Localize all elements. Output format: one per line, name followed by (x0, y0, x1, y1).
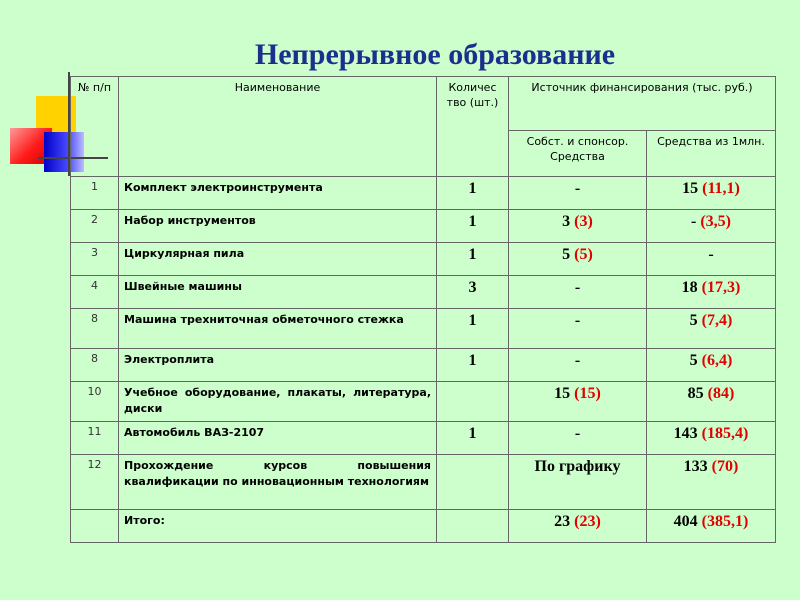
row-qty (437, 455, 509, 510)
header-num: № п/п (71, 77, 119, 177)
row-mln-funds (647, 455, 776, 510)
row-qty: 1 (437, 243, 509, 276)
mln-funds-value: 143 (673, 425, 698, 442)
row-num: 11 (71, 422, 119, 455)
own-funds-value: По графику (534, 458, 621, 475)
own-funds-previous: (15) (574, 385, 601, 402)
row-mln-funds (647, 382, 776, 422)
row-num: 10 (71, 382, 119, 422)
mln-funds-previous: (84) (707, 385, 735, 402)
mln-funds-value: 15 (682, 180, 699, 197)
mln-funds-previous: (11,1) (702, 180, 740, 197)
row-mln-funds (647, 243, 776, 276)
mln-funds-value: 133 (683, 458, 708, 475)
table-row (71, 455, 776, 510)
row-num: 3 (71, 243, 119, 276)
mln-funds-previous: (70) (711, 458, 739, 475)
own-funds-value: - (574, 180, 581, 197)
row-mln-funds (647, 210, 776, 243)
mln-funds-previous: (7,4) (701, 312, 733, 329)
total-mln-main: 404 (673, 513, 698, 530)
table-row (71, 382, 776, 422)
total-own-extra: (23) (574, 513, 601, 530)
row-own-funds (509, 349, 647, 382)
row-num: 1 (71, 177, 119, 210)
mln-funds-value: - (708, 246, 714, 263)
row-name: Машина трехниточная обметочного стежка (119, 309, 437, 349)
table-row (71, 309, 776, 349)
row-name: Прохождение курсов повышения квалификации по инновационным технологиям (119, 455, 437, 510)
total-own-cell (509, 510, 647, 543)
table-row (71, 243, 776, 276)
total-own-main: 23 (554, 513, 571, 530)
total-num-cell (71, 510, 119, 543)
own-funds-value: - (574, 312, 581, 329)
row-own-funds (509, 243, 647, 276)
own-funds-value: 5 (562, 246, 571, 263)
row-num: 12 (71, 455, 119, 510)
row-own-funds (509, 382, 647, 422)
own-funds-value: - (574, 352, 581, 369)
own-funds-previous: (5) (574, 246, 593, 263)
row-name: Швейные машины (119, 276, 437, 309)
row-own-funds (509, 455, 647, 510)
mln-funds-value: 18 (681, 279, 698, 296)
header-own-funds: Собст. и спонсор. Средства (509, 131, 647, 177)
own-funds-value: - (574, 425, 581, 442)
row-name: Комплект электроинструмента (119, 177, 437, 210)
total-row (71, 510, 776, 543)
own-funds-value: - (574, 279, 581, 296)
row-qty: 1 (437, 422, 509, 455)
row-qty: 1 (437, 210, 509, 243)
row-own-funds (509, 210, 647, 243)
row-mln-funds (647, 422, 776, 455)
table-row (71, 177, 776, 210)
header-qty: Количес тво (шт.) (437, 77, 509, 177)
row-num: 4 (71, 276, 119, 309)
row-name: Автомобиль ВАЗ-2107 (119, 422, 437, 455)
total-label: Итого: (119, 510, 437, 543)
mln-funds-value: 5 (689, 352, 698, 369)
row-own-funds (509, 422, 647, 455)
row-mln-funds (647, 349, 776, 382)
page-title: Непрерывное образование (254, 38, 616, 71)
row-qty: 1 (437, 177, 509, 210)
mln-funds-previous: (185,4) (701, 425, 749, 442)
total-qty-cell (437, 510, 509, 543)
header-source: Источник финансирования (тыс. руб.) (509, 77, 776, 131)
row-own-funds (509, 177, 647, 210)
row-mln-funds (647, 309, 776, 349)
header-row (71, 77, 776, 131)
row-own-funds (509, 276, 647, 309)
mln-funds-value: - (691, 213, 697, 230)
financing-table (70, 76, 776, 543)
row-num: 8 (71, 309, 119, 349)
row-num: 2 (71, 210, 119, 243)
row-mln-funds (647, 177, 776, 210)
row-own-funds (509, 309, 647, 349)
own-funds-value: 15 (554, 385, 571, 402)
row-qty (437, 382, 509, 422)
row-mln-funds (647, 276, 776, 309)
row-name: Электроплита (119, 349, 437, 382)
mln-funds-previous: (3,5) (700, 213, 731, 230)
table-body (71, 177, 776, 510)
row-qty: 1 (437, 309, 509, 349)
table-row (71, 210, 776, 243)
row-name: Учебное оборудование, плакаты, литература, диски (119, 382, 437, 422)
row-name: Циркулярная пила (119, 243, 437, 276)
row-qty: 3 (437, 276, 509, 309)
table-row (71, 349, 776, 382)
mln-funds-value: 5 (689, 312, 698, 329)
mln-funds-previous: (17,3) (701, 279, 741, 296)
header-name: Наименование (119, 77, 437, 177)
row-num: 8 (71, 349, 119, 382)
total-mln-cell (647, 510, 776, 543)
row-qty: 1 (437, 349, 509, 382)
total-mln-extra: (385,1) (701, 513, 749, 530)
mln-funds-previous: (6,4) (701, 352, 733, 369)
mln-funds-value: 85 (687, 385, 704, 402)
row-name: Набор инструментов (119, 210, 437, 243)
own-funds-value: 3 (562, 213, 571, 230)
header-mln-funds: Средства из 1млн. (647, 131, 776, 177)
table-row (71, 276, 776, 309)
table-row (71, 422, 776, 455)
own-funds-previous: (3) (574, 213, 593, 230)
